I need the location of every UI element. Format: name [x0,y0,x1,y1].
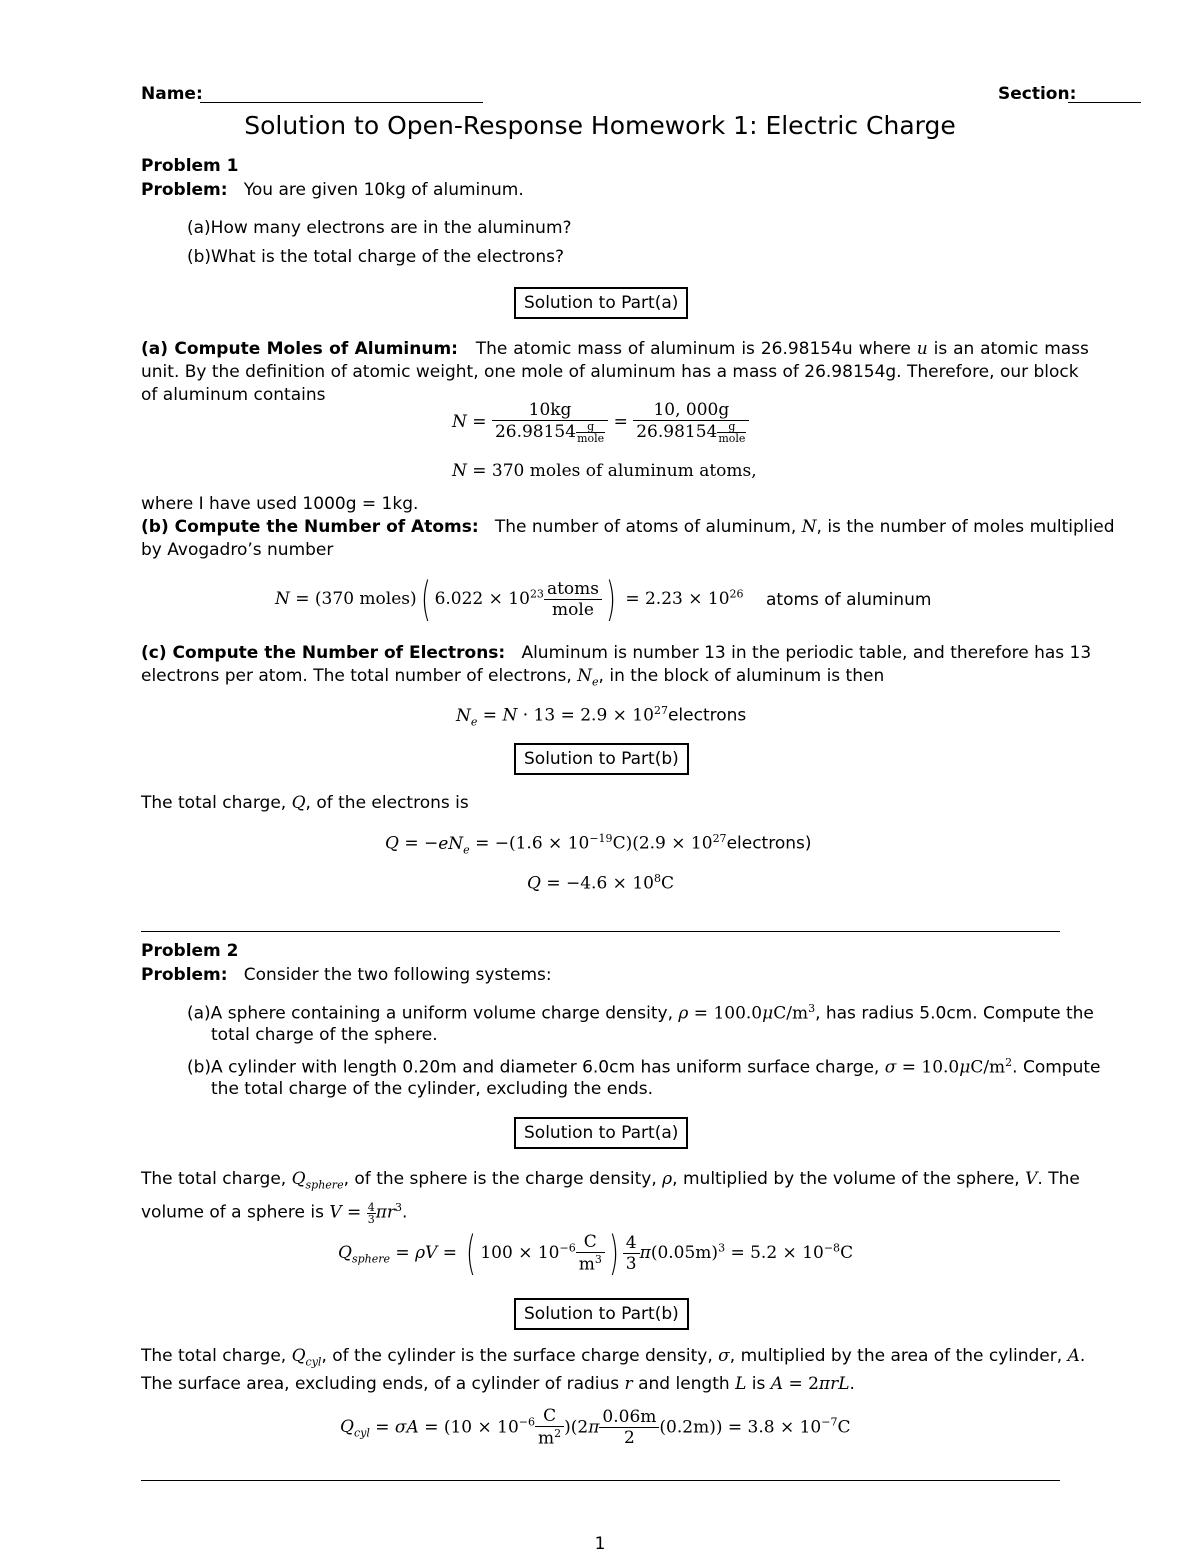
divider-2 [141,1480,1060,1481]
cylinder-paragraph: The total charge, $Q_{cyl}$, of the cylinder is the surface charge density, σ, multiplied by the area of the cylinder, A. The surface area, excluding ends, of a cylinder of radius r and length L is A = 2πrL. [141,1346,1086,1395]
solution-part-b-box: Solution to Part(b) [514,743,689,775]
problem-2-heading: Problem 2 [141,941,239,961]
problem-1-statement: Problem: You are given 10kg of aluminum. [141,180,524,200]
atoms-paragraph: (b) Compute the Number of Atoms: The number of atoms of aluminum, N, is the number of moles multiplied by Avogadro’s number [141,517,1115,560]
total-charge-text: The total charge, Q, of the electrons is [141,793,469,813]
page-number: 1 [594,1534,606,1554]
problem-1-part-b: (b)What is the total charge of the electrons? [187,247,564,267]
divider-1 [141,931,1060,932]
equation-electrons: $N_e = N \cdot 13 = 2.9$ × $10^{27}electrons$ [456,704,747,729]
moles-paragraph: (a) Compute Moles of Aluminum: The atomic mass of aluminum is 26.98154u where u is an atomic mass unit. By the definition of atomic weight, one mole of aluminum has a mass of 26.98154g. Therefore, our block of aluminum contains [141,339,1089,405]
problem-1-heading: Problem 1 [141,156,239,176]
solution-part-a-box-2: Solution to Part(a) [514,1117,688,1149]
equation-charge: $Q = -eN_e = -(1.6 \times 10^{-19}C)(2.9$ × $10^{27}electrons$) [385,832,812,857]
equation-atoms: N = (370 moles)( $6.022 \times 10^{23}$ $\frac{\text{atoms}}{\text{mole}}$ ) = $2.23 \times 10^{26}$ [275,572,744,626]
problem-2-statement: Problem: Consider the two following systems: [141,965,552,985]
problem-1-part-a: (a)How many electrons are in the aluminum? [187,218,572,238]
section-field-line[interactable] [1068,102,1141,103]
electrons-paragraph: (c) Compute the Number of Electrons: Aluminum is number 13 in the periodic table, and therefore has 13 electrons per atom. The total number of electrons, $N_e$, in the block of aluminum is then [141,643,1092,689]
equation-cylinder-charge: $Q_{cyl} = \sigma A = (10 \times 10^{-6}$ $\frac{C}{m^2}$ )(2π $\frac{0.06m}{2}$ $(0.2m)) = 3.8 \times 10^{-7}C$ [340,1406,851,1449]
equation-sphere-charge: $Q_{sphere} = \rho V$ = ( $100 \times 10^{-6}$ $\frac{C}{m^3}$ ) $\frac{4}{3}$ $\pi(0.05m)^3 = 5.2 \times 10^{-8}C$ [338,1226,854,1280]
atoms-suffix: atoms of aluminum [766,590,932,610]
name-field-line[interactable] [200,102,483,103]
page-title: Solution to Open-Response Homework 1: Electric Charge [244,111,956,140]
solution-part-a-box: Solution to Part(a) [514,287,688,319]
name-label: Name: [141,84,203,104]
equation-moles-result: N = 370 moles of aluminum atoms, [452,461,757,481]
equation-charge-result: $Q = -4.6 \times 10^8C$ [527,872,674,894]
problem-2-part-a: (a)A sphere containing a uniform volume charge density, $\rho = 100.0\mu C/m^3$, has radius 5.0cm. Compute the total charge of the sphere. [187,1002,1094,1045]
section-label: Section: [998,84,1077,104]
equation-moles-fraction: N = 10kg 26.98154 $\frac{g}{\text{mole}}$ = 10, 000g 26.98154 $\frac{g}{\text{mole}}$ [452,400,749,444]
where-note: where I have used 1000g = 1kg. [141,494,419,514]
solution-part-b-box-2: Solution to Part(b) [514,1298,689,1330]
problem-2-part-b: (b)A cylinder with length 0.20m and diameter 6.0cm has uniform surface charge, $\sigma = 10.0\mu C/m^2$. Compute the total charge of the cylinder, excluding the ends. [187,1056,1101,1099]
sphere-paragraph: The total charge, $Q_{sphere}$, of the sphere is the charge density, ρ, multiplied by the volume of the sphere, V. The volume of a sphere is V = $\frac{4}{3}$ $\pi r^3$. [141,1169,1080,1226]
